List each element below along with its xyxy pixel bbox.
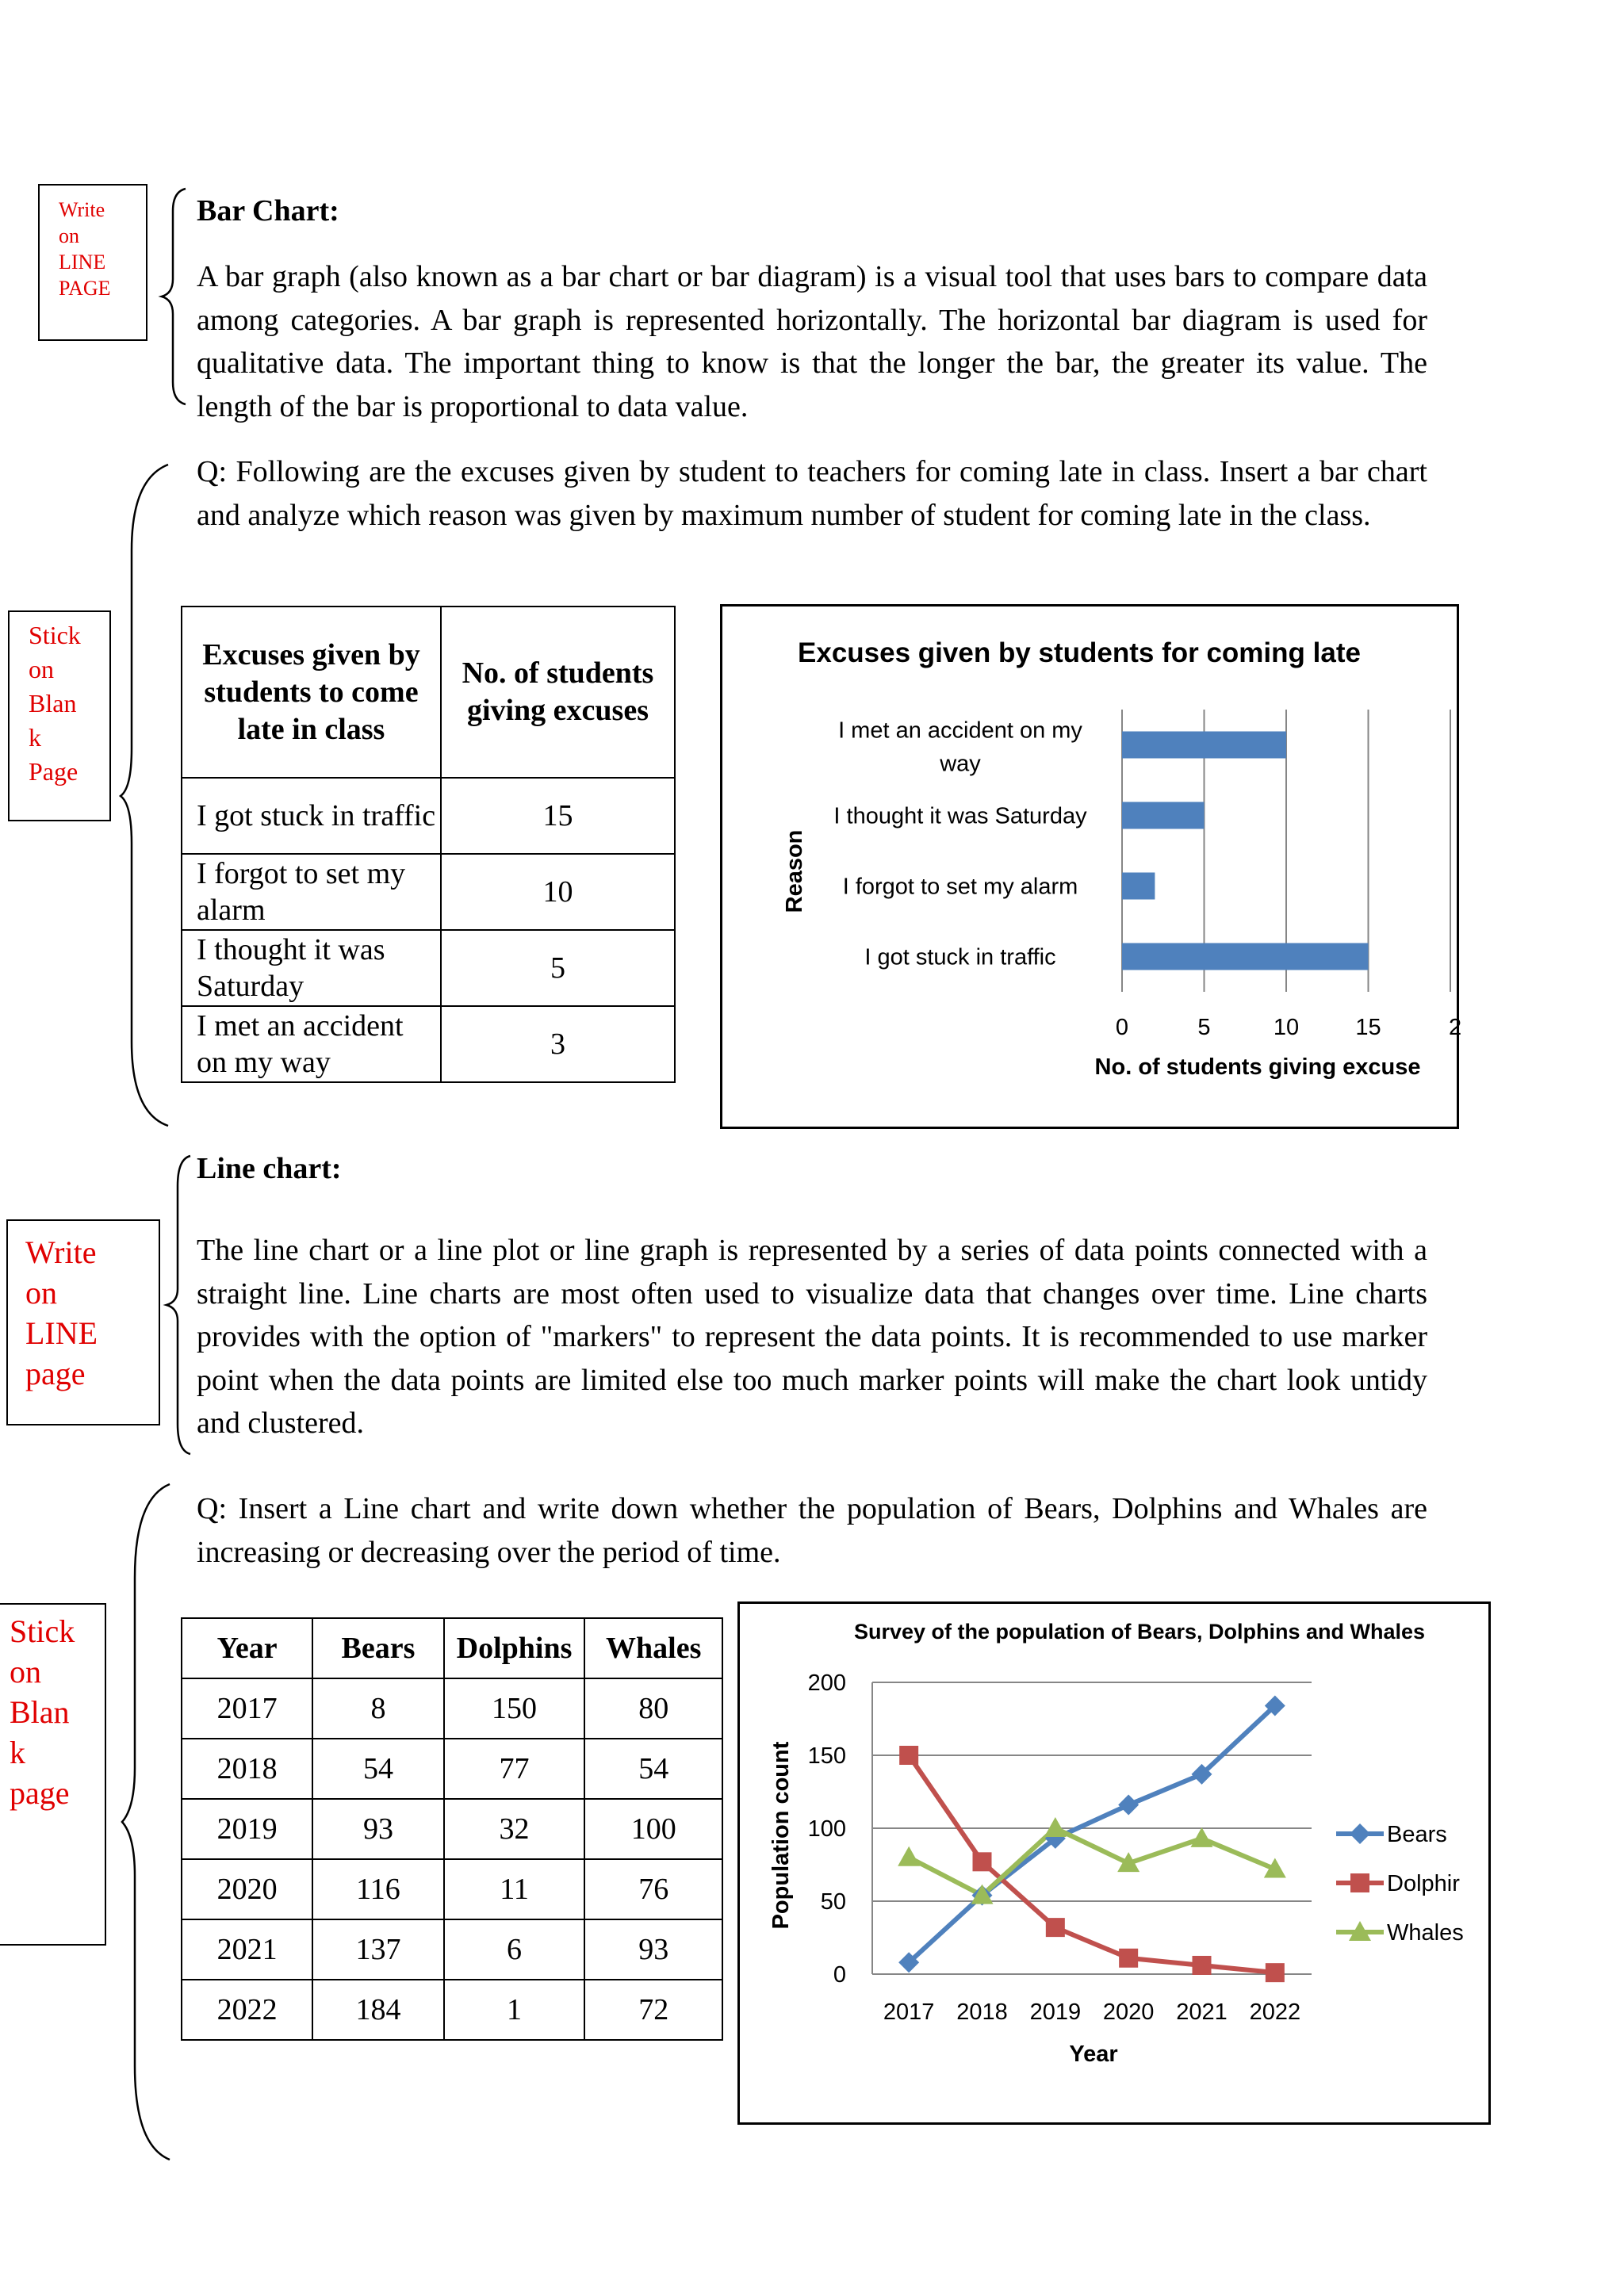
table-row	[182, 1006, 675, 1082]
note-stick-on-blank-page-2: Stick on Blan k page	[0, 1603, 106, 1946]
bar-chart-title: Excuses given by students for coming late	[798, 637, 1361, 668]
dolphins-cell: 11	[444, 1859, 585, 1919]
table-row	[182, 930, 675, 1006]
bears-header: Bears	[312, 1618, 443, 1678]
table-row	[182, 1980, 722, 2040]
excuses-header: Excuses given by students to come late in class	[182, 607, 441, 778]
bears-cell: 137	[312, 1919, 443, 1980]
line-x-tick-label: 2021	[1176, 1999, 1228, 2025]
bar-x-tick-label: 2	[1449, 1015, 1462, 1040]
table-row	[182, 1739, 722, 1799]
dolphins-cell: 77	[444, 1739, 585, 1799]
table-row	[182, 1859, 722, 1919]
line-marker-square	[1119, 1949, 1138, 1968]
population-line-chart	[737, 1601, 1491, 2125]
line-chart-paragraph: The line chart or a line plot or line graph is represented by a series of data points connected with a straight line. Line charts are most often used to visualize data that changes over time. Line charts provides with the option of "markers" to represent the data points. It is recommended to use marker point when the data points are limited else too much marker points will make the chart look untidy and clustered.	[197, 1234, 1427, 1440]
count-cell: 10	[441, 854, 675, 930]
bar-mark	[1122, 873, 1155, 900]
whales-cell: 100	[584, 1799, 722, 1859]
table-row	[182, 1799, 722, 1859]
dolphins-cell: 150	[444, 1678, 585, 1739]
table-row	[182, 1919, 722, 1980]
line-x-tick-label: 2019	[1029, 1999, 1082, 2025]
note-write-on-line-page-2: Write on LINE page	[6, 1219, 160, 1425]
bar-mark	[1122, 943, 1369, 970]
line-marker-square	[1350, 1873, 1369, 1892]
count-cell: 3	[441, 1006, 675, 1082]
line-marker-triangle	[898, 1846, 920, 1866]
population-line-chart-svg	[740, 1604, 1488, 2122]
note-stick-on-blank-page-1: Stick on Blan k Page	[8, 610, 111, 821]
whales-header: Whales	[584, 1618, 722, 1678]
excuses-bar-chart	[720, 604, 1462, 1129]
line-x-tick-label: 2022	[1249, 1999, 1301, 2025]
whales-cell: 93	[584, 1919, 722, 1980]
line-x-tick-label: 2017	[883, 1999, 935, 2025]
line-marker-square	[1046, 1918, 1065, 1937]
line-marker-square	[1266, 1963, 1285, 1982]
line-chart-xlabel: Year	[1069, 2042, 1118, 2067]
count-cell: 15	[441, 778, 675, 854]
year-cell: 2020	[182, 1859, 312, 1919]
bar-x-tick-label: 10	[1273, 1015, 1300, 1040]
year-cell: 2019	[182, 1799, 312, 1859]
brace-line-question	[121, 1483, 176, 2161]
legend-label: Bears	[1387, 1822, 1447, 1847]
year-header: Year	[182, 1618, 312, 1678]
brace-line-intro	[163, 1154, 195, 1456]
line-series-dolphir	[909, 1755, 1275, 1973]
whales-cell: 80	[584, 1678, 722, 1739]
line-y-tick-label: 200	[807, 1670, 846, 1696]
bar-mark	[1122, 732, 1286, 759]
bears-cell: 116	[312, 1859, 443, 1919]
line-y-tick-label: 50	[820, 1889, 846, 1915]
excuse-cell: I forgot to set my alarm	[182, 854, 441, 930]
population-table	[181, 1617, 723, 2041]
whales-cell: 76	[584, 1859, 722, 1919]
excuse-cell: I thought it was Saturday	[182, 930, 441, 1006]
bar-chart-question: Q: Following are the excuses given by student to teachers for coming late in class. Insert a bar chart and analyze which reason was given by maximum number of student for coming late in the class.	[197, 455, 1427, 532]
bar-category-label: I thought it was Saturday	[833, 803, 1087, 829]
line-chart-heading: Line chart:	[197, 1152, 342, 1185]
brace-bar-intro	[159, 187, 190, 406]
dolphins-cell: 1	[444, 1980, 585, 2040]
line-marker-diamond	[1118, 1795, 1139, 1816]
year-cell: 2018	[182, 1739, 312, 1799]
line-marker-square	[973, 1852, 992, 1871]
brace-bar-question	[119, 463, 174, 1127]
year-cell: 2021	[182, 1919, 312, 1980]
table-row	[182, 854, 675, 930]
whales-cell: 72	[584, 1980, 722, 2040]
line-marker-triangle	[1044, 1817, 1067, 1837]
line-chart-question: Q: Insert a Line chart and write down whether the population of Bears, Dolphins and Whales are increasing or decreasing over the period of time.	[197, 1492, 1427, 1569]
line-marker-square	[899, 1746, 918, 1765]
year-cell: 2017	[182, 1678, 312, 1739]
bar-chart-ylabel: Reason	[782, 829, 807, 913]
bar-category-label: I forgot to set my alarm	[842, 874, 1078, 900]
count-header: No. of students giving excuses	[441, 607, 675, 778]
note-write-on-line-page-1: Write on LINE PAGE	[38, 184, 147, 341]
dolphins-header: Dolphins	[444, 1618, 585, 1678]
line-marker-square	[1193, 1956, 1212, 1975]
bears-cell: 93	[312, 1799, 443, 1859]
bar-category-label: I met an accident on my way	[838, 718, 1082, 777]
line-marker-diamond	[1350, 1823, 1370, 1844]
table-row	[182, 1678, 722, 1739]
line-marker-triangle	[1191, 1827, 1213, 1847]
excuse-cell: I got stuck in traffic	[182, 778, 441, 854]
bar-chart-paragraph: A bar graph (also known as a bar chart or bar diagram) is a visual tool that uses bars to compare data among categories. A bar graph is represented horizontally. The horizontal bar diagram is used for qualitative data. The important thing to know is that the longer the bar, the greater its value. The length of the bar is proportional to data value.	[197, 260, 1427, 423]
bar-x-tick-label: 0	[1115, 1015, 1129, 1040]
excuses-bar-chart-svg	[722, 607, 1462, 1127]
bears-cell: 54	[312, 1739, 443, 1799]
dolphins-cell: 32	[444, 1799, 585, 1859]
line-x-tick-label: 2020	[1102, 1999, 1155, 2025]
legend-label: Whales	[1387, 1920, 1464, 1946]
bar-x-tick-label: 5	[1197, 1015, 1211, 1040]
whales-cell: 54	[584, 1739, 722, 1799]
bears-cell: 184	[312, 1980, 443, 2040]
legend-label: Dolphir	[1387, 1871, 1460, 1896]
bar-mark	[1122, 802, 1205, 829]
line-y-tick-label: 150	[807, 1743, 846, 1769]
bears-cell: 8	[312, 1678, 443, 1739]
line-chart-ylabel: Population count	[768, 1741, 794, 1930]
line-y-tick-label: 100	[807, 1816, 846, 1842]
line-y-tick-label: 0	[833, 1962, 846, 1988]
excuses-table	[181, 606, 676, 1083]
bar-chart-xlabel: No. of students giving excuse	[1094, 1054, 1421, 1080]
bar-chart-heading: Bar Chart:	[197, 194, 339, 228]
line-chart-title: Survey of the population of Bears, Dolphins and Whales	[853, 1620, 1426, 1644]
bar-category-label: I got stuck in traffic	[864, 944, 1056, 970]
table-row	[182, 778, 675, 854]
bar-x-tick-label: 15	[1355, 1015, 1381, 1040]
year-cell: 2022	[182, 1980, 312, 2040]
count-cell: 5	[441, 930, 675, 1006]
dolphins-cell: 6	[444, 1919, 585, 1980]
excuse-cell: I met an accident on my way	[182, 1006, 441, 1082]
line-x-tick-label: 2018	[956, 1999, 1008, 2025]
